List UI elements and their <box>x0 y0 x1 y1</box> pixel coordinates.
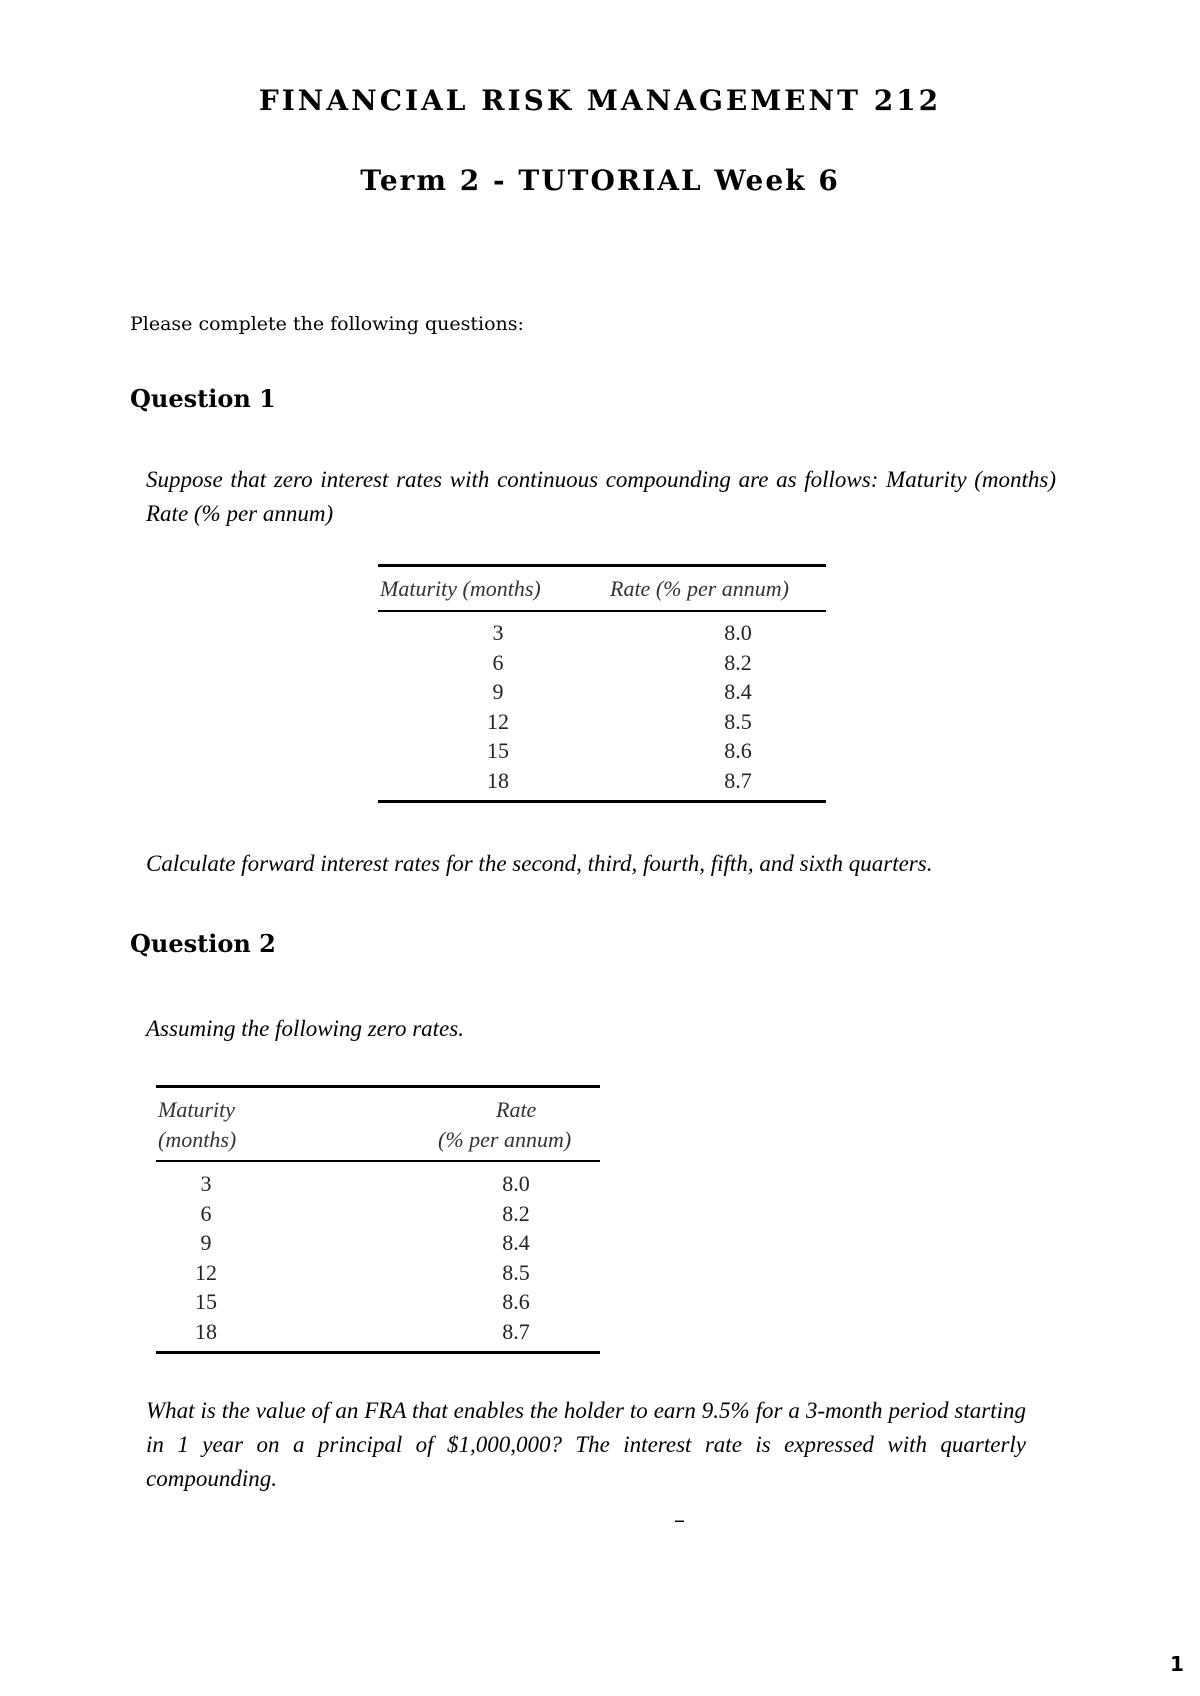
cell-rate: 8.7 <box>502 1318 530 1344</box>
table-top-rule <box>378 564 826 567</box>
cell-maturity: 18 <box>195 1318 217 1344</box>
question-1-prompt: Suppose that zero interest rates with continuous compounding are as follows: Maturity (months) Rate (% per annum) <box>146 467 1056 526</box>
table-header-rule <box>378 610 826 612</box>
table-row <box>378 648 826 678</box>
table-row <box>156 1258 600 1288</box>
cell-maturity: 15 <box>487 738 509 763</box>
table-row <box>156 1317 600 1347</box>
table-row <box>378 677 826 707</box>
question-1-rates-table <box>378 564 826 804</box>
cell-rate: 8.5 <box>502 1259 530 1285</box>
cell-rate: 8.6 <box>724 738 752 763</box>
table-row <box>378 618 826 648</box>
table-row <box>156 1228 600 1258</box>
cell-rate: 8.5 <box>724 708 752 734</box>
question-2-prompt: Assuming the following zero rates. <box>146 1016 464 1041</box>
cell-rate: 8.4 <box>502 1230 530 1255</box>
footer-dash: – <box>674 1508 685 1533</box>
intro-text: Please complete the following questions: <box>130 313 524 335</box>
document-title: FINANCIAL RISK MANAGEMENT 212 <box>258 84 942 117</box>
table-row <box>378 736 826 766</box>
table-header-rate: Rate (% per annum) <box>610 576 790 601</box>
question-2-rates-table <box>156 1085 600 1355</box>
cell-maturity: 15 <box>195 1289 217 1314</box>
question-1-task: Calculate forward interest rates for the second, third, fourth, fifth, and sixth quarters. <box>146 851 933 876</box>
document-subtitle: Term 2 - TUTORIAL Week 6 <box>360 164 840 197</box>
table-header-rule <box>156 1160 600 1162</box>
cell-rate: 8.2 <box>724 649 752 675</box>
table-row <box>156 1199 600 1229</box>
table-bottom-rule <box>378 800 826 803</box>
cell-maturity: 12 <box>195 1259 217 1285</box>
cell-rate: 8.0 <box>502 1171 530 1196</box>
table-bottom-rule <box>156 1351 600 1354</box>
question-1-heading: Question 1 <box>130 384 276 413</box>
cell-maturity: 12 <box>487 708 509 734</box>
cell-maturity: 18 <box>487 767 509 793</box>
cell-maturity: 3 <box>492 620 504 645</box>
cell-rate: 8.6 <box>502 1289 530 1314</box>
cell-maturity: 3 <box>200 1171 212 1196</box>
table-top-rule <box>156 1085 600 1088</box>
cell-maturity: 9 <box>492 679 504 704</box>
cell-rate: 8.4 <box>724 679 752 704</box>
cell-maturity: 6 <box>492 649 504 675</box>
table-row <box>156 1169 600 1199</box>
cell-maturity: 9 <box>200 1230 212 1255</box>
page-number: 1 <box>1170 1652 1184 1676</box>
table-header-rate-unit: (% per annum) <box>438 1127 572 1152</box>
table-row <box>378 707 826 737</box>
cell-rate: 8.2 <box>502 1200 530 1226</box>
cell-maturity: 6 <box>200 1200 212 1226</box>
table-header-maturity-unit: (months) <box>158 1127 237 1152</box>
table-row <box>378 766 826 796</box>
question-2-heading: Question 2 <box>130 929 276 958</box>
question-2-task: What is the value of an FRA that enables the holder to earn 9.5% for a 3-month period starting in 1 year on a principal of $1,000,000? The interest rate is expressed with quarterly compounding. <box>146 1398 1026 1491</box>
cell-rate: 8.7 <box>724 767 752 793</box>
table-row <box>156 1287 600 1317</box>
table-header-maturity: Maturity <box>158 1097 235 1122</box>
table-header-maturity: Maturity (months) <box>380 576 541 601</box>
cell-rate: 8.0 <box>724 620 752 645</box>
table-header-rate: Rate <box>496 1097 537 1122</box>
